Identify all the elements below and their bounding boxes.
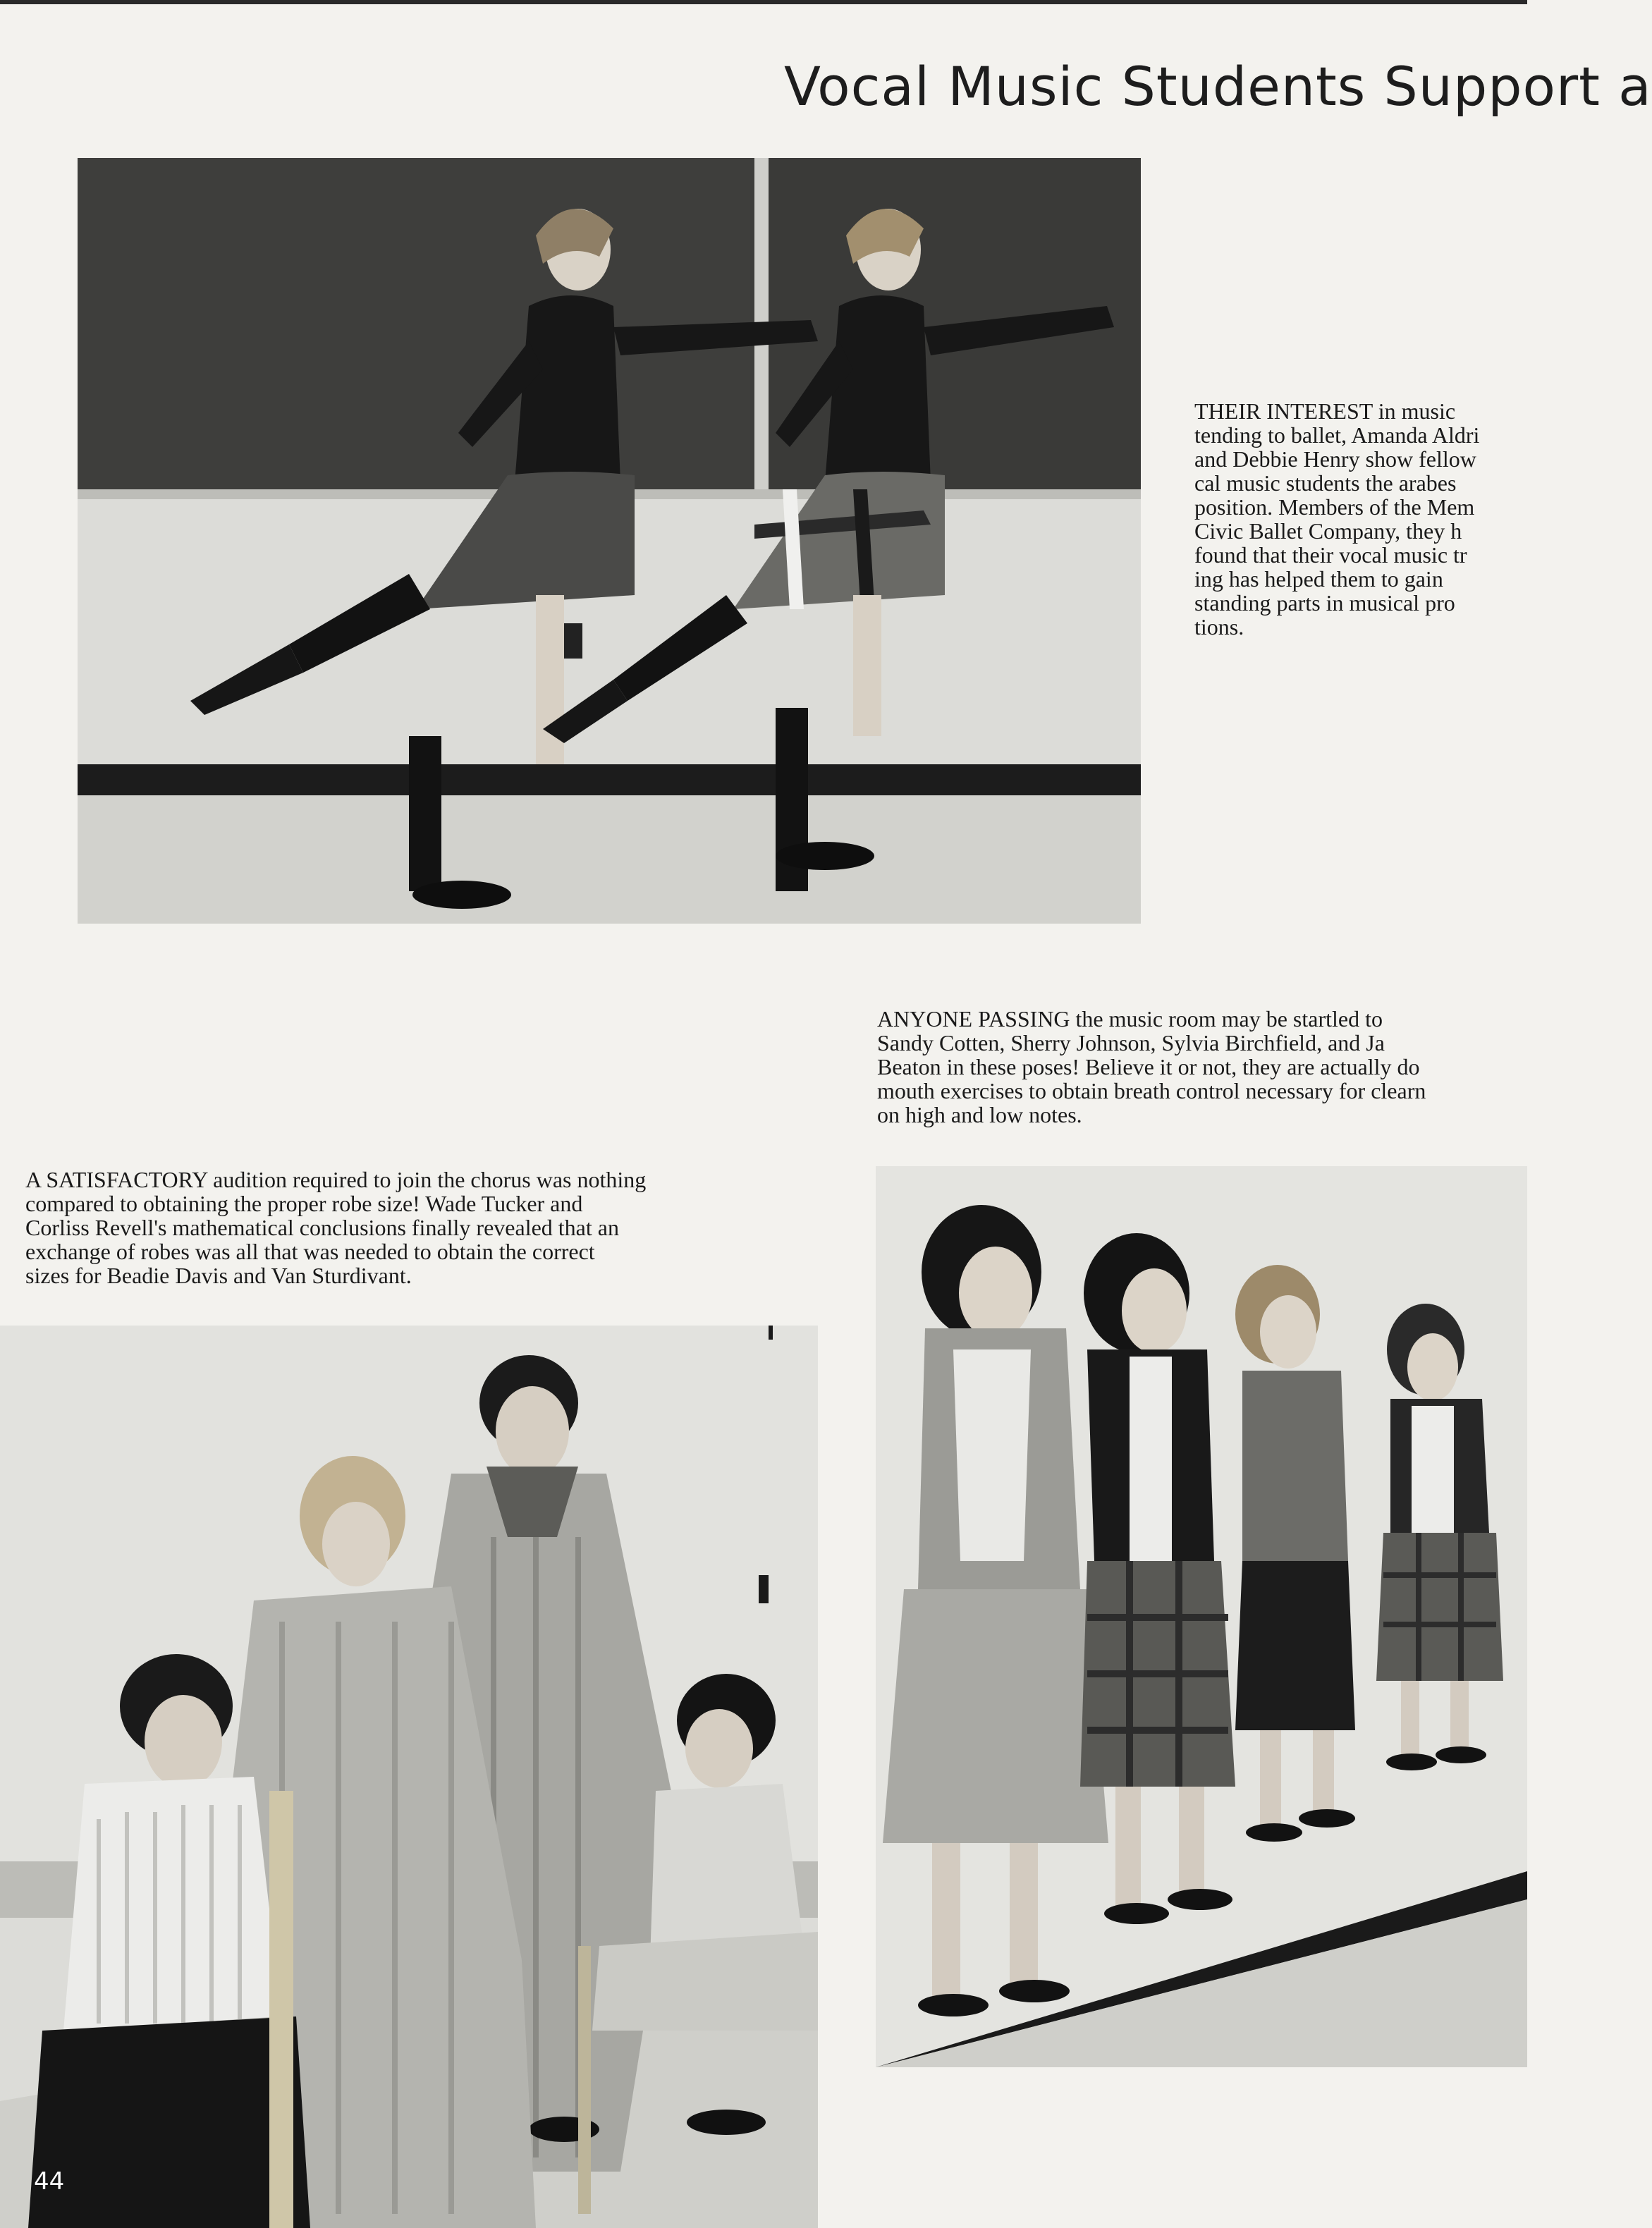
ballet-caption-line: ing has helped them to gain [1194, 566, 1443, 592]
ballet-caption-line: Civic Ballet Company, they h [1194, 518, 1462, 544]
ballet-caption-line: position. Members of the Mem [1194, 494, 1475, 520]
robes-caption-line: Corliss Revell's mathematical conclusions finally revealed that an [25, 1215, 619, 1240]
ballet-caption-line: tending to ballet, Amanda Aldri [1194, 422, 1480, 448]
ballet-photo [78, 158, 1141, 924]
top-border-rule [0, 0, 1527, 4]
ballet-caption-line: tions. [1194, 614, 1244, 639]
page-number: 44 [34, 2167, 65, 2196]
robes-caption-line: A SATISFACTORY audition required to join the chorus was nothing [25, 1167, 647, 1192]
breathing-exercise-photo [876, 1166, 1527, 2067]
breathing-caption-line: Beaton in these poses! Believe it or not, they are actually do [877, 1054, 1420, 1079]
robe-fitting-photo-image [0, 1326, 818, 2228]
breathing-caption-line: ANYONE PASSING the music room may be startled to [877, 1006, 1383, 1032]
ballet-caption-line: standing parts in musical pro [1194, 590, 1455, 616]
robes-caption-line: sizes for Beadie Davis and Van Sturdivant. [25, 1263, 412, 1288]
ballet-caption-line: and Debbie Henry show fellow [1194, 446, 1476, 472]
breathing-caption [877, 1007, 1527, 1127]
robes-caption [25, 1168, 766, 1287]
robes-caption-line: exchange of robes was all that was needed to obtain the correct [25, 1239, 595, 1264]
breathing-exercise-photo-image [876, 1166, 1527, 2067]
robes-caption-line: compared to obtaining the proper robe size! Wade Tucker and [25, 1191, 583, 1216]
breathing-caption-line: on high and low notes. [877, 1102, 1082, 1127]
breathing-caption-line: Sandy Cotten, Sherry Johnson, Sylvia Birchfield, and Ja [877, 1030, 1385, 1055]
ballet-caption [1194, 399, 1527, 639]
ballet-caption-line: found that their vocal music tr [1194, 542, 1467, 568]
ballet-caption-line: THEIR INTEREST in music [1194, 398, 1456, 424]
robe-fitting-photo [0, 1326, 818, 2228]
breathing-caption-line: mouth exercises to obtain breath control necessary for clearn [877, 1078, 1426, 1103]
ballet-photo-image [78, 158, 1141, 924]
page-headline: Vocal Music Students Support a [784, 55, 1652, 118]
ballet-caption-line: cal music students the arabes [1194, 470, 1457, 496]
